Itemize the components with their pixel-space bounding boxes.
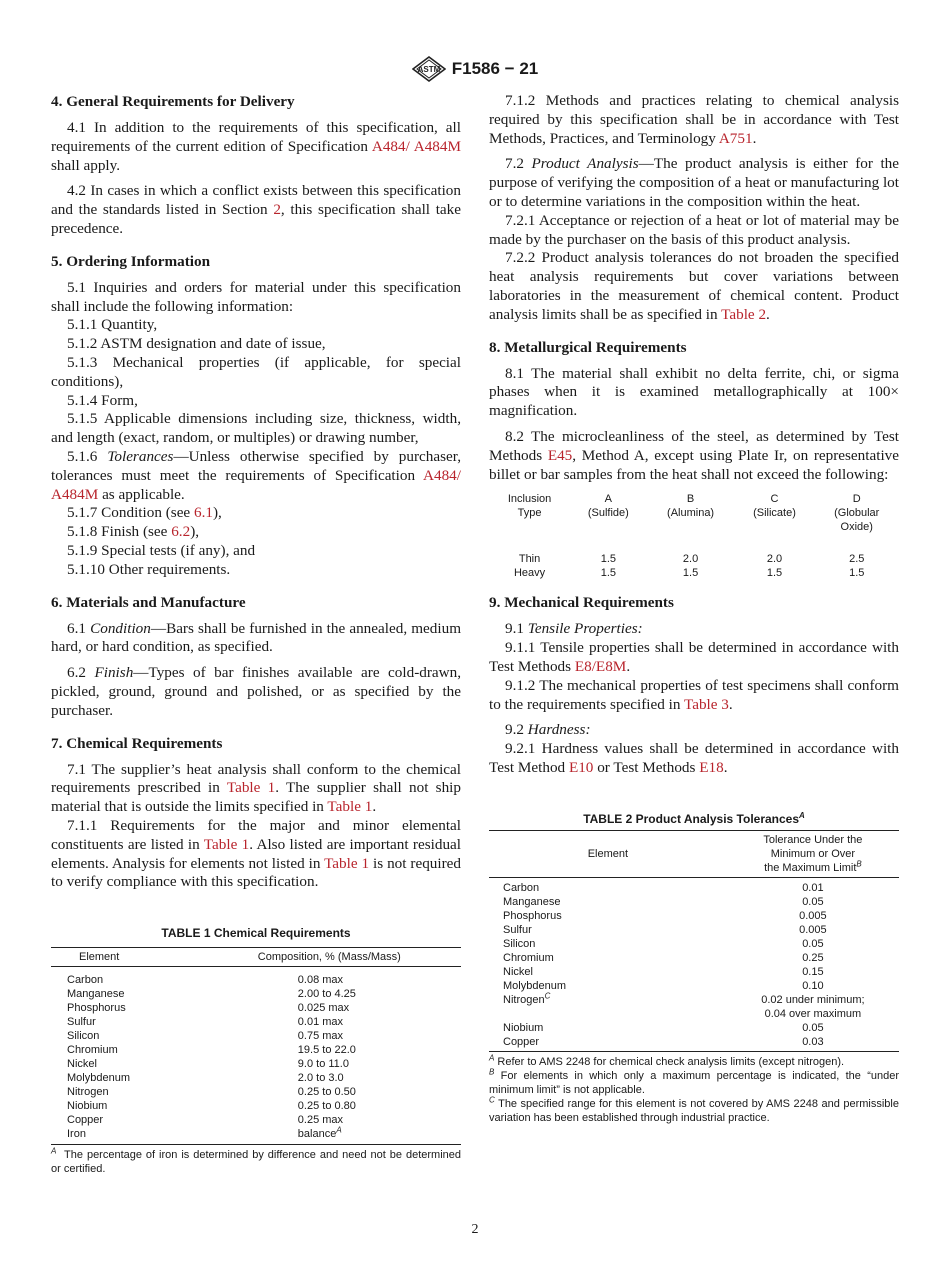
page-number: 2 xyxy=(471,1222,479,1237)
section-8-heading: 8. Metallurgical Requirements xyxy=(489,338,687,356)
table-row xyxy=(489,895,899,909)
table-row xyxy=(489,552,899,566)
inclusion-header xyxy=(735,492,815,552)
list-item: 5.1.8 Finish (see 6.2), xyxy=(67,523,200,541)
right-column xyxy=(489,92,899,1125)
cell-value xyxy=(248,1085,461,1099)
section-4-heading: 4. General Requirements for Delivery xyxy=(51,93,295,110)
paragraph-9-2-1: 9.2.1 Hardness values shall be determined in accordance with Test Method E10 or Test Methods E18. xyxy=(489,740,899,776)
paragraph-9-1-1: 9.1.1 Tensile properties shall be determined in accordance with Test Methods E8/E8M. xyxy=(489,639,899,675)
section-6-heading: 6. Materials and Manufacture xyxy=(51,593,246,611)
cell-element: Niobium xyxy=(503,1021,544,1034)
paragraph-8-2: 8.2 The microcleanliness of the steel, as determined by Test Methods E45, Method A, except using Plate Ir, on representative billet or bar samples from the heat shall not exceed the following: xyxy=(489,427,900,483)
cell-value-text: 0.025 max xyxy=(297,1002,350,1015)
cell-value xyxy=(248,1099,461,1113)
link-e8[interactable]: E8/E8M xyxy=(574,657,627,675)
page-header xyxy=(0,56,950,82)
cell-value: 0.005 xyxy=(799,909,827,922)
cell-value-text: 0.75 max xyxy=(297,1030,344,1043)
cell-value: 0.005 xyxy=(799,923,827,936)
cell-element: Chromium xyxy=(67,1044,118,1057)
cell-element: Phosphorus xyxy=(503,909,562,922)
cell-value-text: balance xyxy=(297,1128,337,1141)
cell-value-line: 0.02 under minimum; xyxy=(761,993,865,1006)
header-line: C xyxy=(770,493,779,506)
link-6-2[interactable]: 6.2 xyxy=(171,523,191,541)
section-7-heading: 7. Chemical Requirements xyxy=(51,734,223,752)
table-row xyxy=(51,1029,461,1043)
header-line: (Globular xyxy=(834,507,880,520)
list-item: 5.1.6 Tolerances—Unless otherwise specified by purchaser, tolerances must meet the requirements of Specification A484/ A484M as applicable. xyxy=(51,447,461,503)
paragraph-4-2: 4.2 In cases in which a conflict exists between this specification and the standards listed in Section 2, this specification shall take precedence. xyxy=(51,182,462,237)
cell-value xyxy=(248,1057,461,1071)
paragraph-6-1: 6.1 Condition—Bars shall be furnished in the annealed, medium hard, or hard condition, as specified. xyxy=(51,619,462,656)
list-item: 5.1.10 Other requirements. xyxy=(67,560,231,578)
link-table-1[interactable]: Table 1 xyxy=(226,779,276,797)
paragraph-6-2: 6.2 Finish—Types of bar finishes available are cold-drawn, pickled, ground, ground and polished, or as specified by the purchaser. xyxy=(51,664,462,719)
cell-element: Molybdenum xyxy=(67,1072,130,1085)
table-2 xyxy=(489,830,899,1052)
header-line: A xyxy=(604,493,613,506)
footnote-mark: A xyxy=(336,1125,342,1135)
link-a484-2[interactable]: A484/ A484M xyxy=(51,466,461,503)
list-item: 5.1.9 Special tests (if any), and xyxy=(67,541,256,559)
svg-text:ASTM: ASTM xyxy=(417,65,441,74)
cell-value xyxy=(248,1029,461,1043)
column-header: Element xyxy=(51,948,248,967)
inclusion-header xyxy=(647,492,735,552)
header-line: Type xyxy=(517,507,542,520)
cell-element: Copper xyxy=(489,1035,727,1052)
cell-element: Nickel xyxy=(503,965,533,978)
cell-value xyxy=(248,1001,461,1015)
cell-value xyxy=(248,1113,461,1127)
table-row xyxy=(489,993,899,1021)
cell-value-text: 9.0 to 11.0 xyxy=(297,1058,349,1071)
cell-element: Molybdenum xyxy=(503,979,566,992)
cell-element: Iron xyxy=(51,1127,248,1145)
cell-element: Silicon xyxy=(503,937,536,950)
inclusion-cell: 1.5 xyxy=(766,567,783,580)
cell-value xyxy=(248,1071,461,1085)
inclusion-cell: 2.5 xyxy=(849,553,865,566)
table-row xyxy=(489,1035,899,1052)
cell-value: 0.10 xyxy=(802,979,824,992)
cell-element: Sulfur xyxy=(503,923,532,936)
table-row xyxy=(51,1113,461,1127)
cell-value: 0.01 xyxy=(802,881,824,894)
paragraph-9-1-2: 9.1.2 The mechanical properties of test specimens shall conform to the requirements specified in Table 3. xyxy=(489,676,899,713)
column-header: Tolerance Under the Minimum or Over the Maximum Limit$^B$ xyxy=(727,830,899,877)
inclusion-cell: Thin xyxy=(518,553,541,566)
paragraph-7-2-2: 7.2.2 Product analysis tolerances do not broaden the specified heat analysis requirements but cover variations between laboratories in the measurement of chemical content. Product analysis limits shall be as specified in Table 2. xyxy=(489,249,899,323)
paragraph-9-2: 9.2 Hardness: xyxy=(505,721,591,739)
list-item: 5.1.2 ASTM designation and date of issue, xyxy=(67,335,326,353)
cell-element-text: Nitrogen xyxy=(503,993,545,1006)
table-row xyxy=(51,1057,461,1071)
table-row xyxy=(489,1021,899,1035)
table-2-footnote-a: $^A$ Refer to AMS 2248 for chemical check analysis limits (except nitrogen). xyxy=(489,1053,845,1068)
cell-element: Nitrogen xyxy=(67,1086,109,1099)
table-row xyxy=(489,909,899,923)
cell-value xyxy=(248,1015,461,1029)
header-line: (Silicate) xyxy=(753,507,796,520)
paragraph-5-1: 5.1 Inquiries and orders for material under this specification shall include the following information: xyxy=(51,278,461,315)
cell-value-line: 0.04 over maximum xyxy=(764,1007,862,1020)
cell-value xyxy=(727,993,899,1021)
list-item: 5.1.5 Applicable dimensions including size, thickness, width, and length (exact, random, or multiples) or drawing number, xyxy=(51,410,461,447)
cell-element: Copper xyxy=(67,1114,104,1127)
column-header: Composition, % (Mass/Mass) xyxy=(248,948,461,967)
inclusion-cell: 2.0 xyxy=(682,553,699,566)
inclusion-cell: 1.5 xyxy=(849,567,865,580)
inclusion-cell: 1.5 xyxy=(682,567,699,580)
header-line: Oxide) xyxy=(840,521,873,534)
link-table-1[interactable]: Table 1 xyxy=(327,798,373,816)
table-row xyxy=(51,1001,461,1015)
table-row xyxy=(51,1043,461,1057)
paragraph-7-2: 7.2 Product Analysis—The product analysis is either for the purpose of verifying the composition of a heat or manufacturing lot or to determine variations in the composition within the heat. xyxy=(489,155,899,210)
table-row xyxy=(51,1071,461,1085)
cell-element: Manganese xyxy=(503,895,561,908)
cell-value-text: 2.0 to 3.0 xyxy=(297,1072,344,1085)
list-item: 5.1.3 Mechanical properties (if applicable, for special conditions), xyxy=(51,353,461,390)
paragraph-7-2-1: 7.2.1 Acceptance or rejection of a heat or lot of material may be made by the purchaser on the basis of this product analysis. xyxy=(489,211,899,248)
link-a484[interactable]: A484/ A484M xyxy=(371,137,461,155)
table-row xyxy=(489,923,899,937)
paragraph-7-1-1: 7.1.1 Requirements for the major and minor elemental constituents are listed in Table 1. Also listed are important residual elements. Analysis for elements not listed in Table 1 is not required to verify compliance with this specification. xyxy=(51,816,462,891)
inclusion-header xyxy=(489,492,570,552)
link-table-2[interactable]: Table 2 xyxy=(721,305,767,323)
cell-element: Niobium xyxy=(67,1100,108,1113)
cell-value-text: 19.5 to 22.0 xyxy=(297,1044,356,1057)
link-section-2[interactable]: 2 xyxy=(273,201,281,219)
cell-value-text: 0.25 to 0.80 xyxy=(297,1100,356,1113)
cell-value: 0.05 xyxy=(802,937,824,950)
table-row xyxy=(489,566,899,580)
inclusion-header xyxy=(570,492,647,552)
cell-value xyxy=(248,987,461,1001)
link-e45[interactable]: E45 xyxy=(547,446,573,464)
cell-value-text: 0.01 max xyxy=(297,1016,344,1029)
table-1 xyxy=(51,947,461,1145)
table-row xyxy=(51,1015,461,1029)
cell-value-text: 0.25 max xyxy=(297,1114,344,1127)
table-2-caption: TABLE 2 Product Analysis Tolerances$^A$ xyxy=(583,810,805,826)
header-line: (Alumina) xyxy=(667,507,715,520)
list-item: 5.1.1 Quantity, xyxy=(67,316,158,334)
link-6-1[interactable]: 6.1 xyxy=(193,504,213,522)
paragraph-7-1-2: 7.1.2 Methods and practices relating to chemical analysis required by this specification shall be in accordance with Test Methods, Practices, and Terminology A751. xyxy=(489,92,899,147)
header-line: B xyxy=(686,493,695,506)
cell-value xyxy=(248,967,461,988)
cell-value: 0.15 xyxy=(802,965,824,978)
inclusion-cell: Heavy xyxy=(513,567,546,580)
table-row xyxy=(489,965,899,979)
table-row xyxy=(51,1085,461,1099)
link-e10[interactable]: E10 xyxy=(568,758,594,776)
table-row xyxy=(489,979,899,993)
table-1-footnote: $^A$ The percentage of iron is determined by difference and need not be determined or certified. xyxy=(51,1146,461,1176)
inclusion-header xyxy=(814,492,899,552)
cell-value: 0.05 xyxy=(802,1021,824,1034)
list-item: 5.1.4 Form, xyxy=(67,391,138,409)
link-a751[interactable]: A751 xyxy=(718,129,753,147)
paragraph-7-1: 7.1 The supplier’s heat analysis shall conform to the chemical requirements prescribed in Table 1. The supplier shall not ship material that is outside the limits specified in Table 1. xyxy=(51,760,461,816)
table-row xyxy=(51,1099,461,1113)
cell-element: Sulfur xyxy=(67,1016,96,1029)
astm-logo-icon xyxy=(412,56,446,82)
table-1-caption: TABLE 1 Chemical Requirements xyxy=(161,926,351,941)
table-row xyxy=(489,937,899,951)
column-header: Element xyxy=(489,830,727,877)
cell-element: Chromium xyxy=(503,951,554,964)
left-column xyxy=(51,92,461,1176)
cell-element: Manganese xyxy=(67,988,125,1001)
inclusion-cell: 1.5 xyxy=(600,553,616,566)
cell-element xyxy=(489,993,727,1021)
list-item: 5.1.7 Condition (see 6.1), xyxy=(67,504,222,522)
table-2-footnote-c: $^C$ The specified range for this element is not covered by AMS 2248 and permissible variation has been established through industrial practice. xyxy=(489,1095,899,1124)
link-table-1[interactable]: Table 1 xyxy=(324,854,370,872)
cell-value-text: 2.00 to 4.25 xyxy=(297,988,356,1001)
link-e18[interactable]: E18 xyxy=(699,758,724,776)
table-row xyxy=(51,987,461,1001)
inclusion-table xyxy=(489,492,899,580)
table-row xyxy=(51,967,461,988)
cell-element: Phosphorus xyxy=(67,1002,126,1015)
table-row xyxy=(51,1127,461,1145)
cell-value-text: 0.25 to 0.50 xyxy=(297,1086,356,1099)
table-row xyxy=(489,877,899,895)
section-9-heading: 9. Mechanical Requirements xyxy=(489,594,674,612)
document-designation: F1586 − 21 xyxy=(451,59,539,78)
inclusion-cell: 1.5 xyxy=(600,567,616,580)
paragraph-9-1: 9.1 Tensile Properties: xyxy=(505,620,643,638)
paragraph-8-1: 8.1 The material shall exhibit no delta ferrite, chi, or sigma phases when it is examined metallographically at 100× magnification. xyxy=(489,364,899,420)
header-line: Inclusion xyxy=(507,493,552,506)
cell-element: Carbon xyxy=(67,974,104,987)
cell-value-text: 0.08 max xyxy=(297,974,344,987)
link-table-3[interactable]: Table 3 xyxy=(684,695,729,713)
cell-value: 0.03 xyxy=(727,1035,899,1052)
cell-element: Carbon xyxy=(503,881,540,894)
cell-value: 0.05 xyxy=(802,895,824,908)
paragraph-4-1: 4.1 In addition to the requirements of this specification, all requirements of the current edition of Specification A484/ A484M shall apply. xyxy=(51,119,461,174)
link-table-1[interactable]: Table 1 xyxy=(203,835,250,853)
header-line: D xyxy=(852,493,861,506)
cell-element: Nickel xyxy=(67,1058,97,1071)
inclusion-cell: 2.0 xyxy=(766,553,783,566)
header-line: (Sulfide) xyxy=(587,507,629,520)
footnote-mark: C xyxy=(544,991,551,1001)
table-row xyxy=(489,951,899,965)
section-5-heading: 5. Ordering Information xyxy=(51,252,211,270)
table-2-footnote-b: $^B$ For elements in which only a maximum percentage is indicated, the “under minimum limit” is not applicable. xyxy=(489,1067,899,1096)
cell-value xyxy=(248,1043,461,1057)
cell-value xyxy=(248,1127,461,1145)
cell-value: 0.25 xyxy=(802,951,824,964)
cell-element: Silicon xyxy=(67,1030,100,1043)
